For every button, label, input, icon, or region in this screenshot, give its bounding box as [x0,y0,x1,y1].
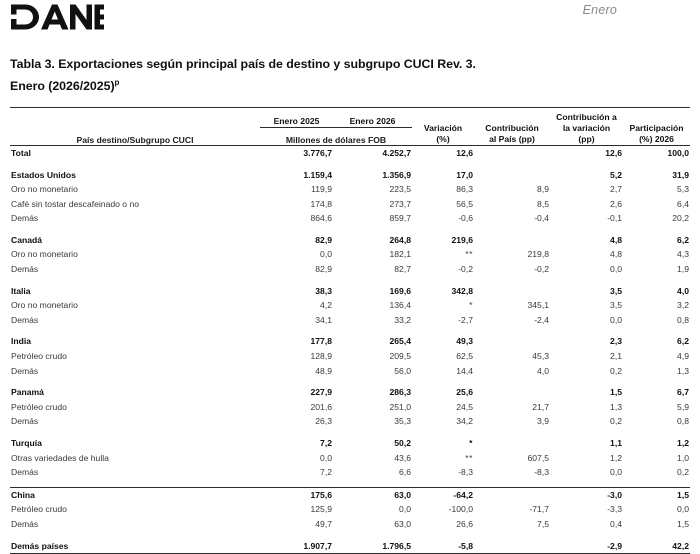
row-value-v5: 0,0 [610,264,622,275]
row-value-v4 [474,233,550,248]
row-value-v5: 1,1 [610,438,622,448]
row-value-v4: 3,9 [537,416,549,427]
row-value-v1: 119,9 [311,184,332,195]
row-label: India [11,336,32,347]
dane-logo [10,2,105,32]
page-title-line2-text: Enero (2026/2025) [10,78,115,93]
dane-logo-mark [10,2,105,32]
table-row [10,400,690,415]
row-label: Demás [11,213,39,224]
table-row [10,313,690,328]
row-value-v3: 26,6 [456,518,473,529]
col-header-contribucion-variacion-l3: (pp) [578,134,595,144]
row-value-v6: 100,0 [667,148,689,158]
col-header-units: Millones de dólares FOB [260,127,412,145]
row-value-v3: -0,6 [458,213,473,224]
row-value-v4 [474,168,550,183]
row-value-v3: 49,3 [456,336,473,347]
row-value-v2: 63,0 [394,518,411,529]
page-title [10,56,700,95]
row-value-v5: 1,2 [610,452,622,463]
row-value-v2: 136,4 [389,300,411,311]
row-value-v6: 6,7 [677,387,689,398]
row-value-v3: ** [465,249,473,260]
row-value-v1: 0,0 [320,249,332,260]
row-value-v3: 219,6 [451,234,473,245]
row-value-v4: 8,5 [537,198,549,209]
row-value-v3: -8,3 [458,467,473,478]
row-value-v2: 286,3 [389,387,411,398]
row-value-v6: 1,2 [677,438,689,448]
row-spacer [10,277,690,284]
row-value-v4 [474,334,550,349]
page-title-line1: Tabla 3. Exportaciones según principal país de destino y subgrupo CUCI Rev. 3. [10,57,476,71]
row-value-v5: 2,3 [610,336,622,347]
row-value-v2: 82,7 [394,264,411,275]
row-label: Italia [11,285,31,296]
table-row [10,436,690,451]
row-value-v1: 227,9 [310,387,332,398]
row-label: Petróleo crudo [11,504,67,515]
row-label: Oro no monetario [11,300,78,311]
row-value-v6: 31,9 [672,169,689,180]
row-value-v1: 7,2 [320,467,332,478]
row-value-v5: 0,0 [610,467,622,478]
table-row [10,334,690,349]
row-value-v1: 1.907,7 [260,539,333,554]
col-header-participacion-l2: (%) 2026 [639,134,674,144]
row-value-v5: 2,1 [610,351,622,362]
row-value-v1: 38,3 [315,285,332,296]
row-value-v2: 169,6 [389,285,411,296]
row-value-v2: 182,1 [389,249,411,260]
row-value-v6: 4,3 [677,249,689,260]
row-label: Estados Unidos [11,169,76,180]
row-value-v4: 345,1 [527,300,549,311]
row-value-v4: 219,8 [527,249,549,260]
header-month-label: Enero [582,3,617,17]
row-value-v5: -3,3 [607,504,622,515]
table-header [10,108,690,146]
row-spacer [10,429,690,436]
row-value-v2: 223,5 [389,184,411,195]
row-value-v1: 177,8 [310,336,332,347]
row-value-v1: 4,2 [320,300,332,311]
row-value-v6: 6,2 [677,336,689,347]
row-label: Demás países [10,539,260,554]
row-value-v2: 273,7 [389,198,411,209]
row-label: Demás [11,264,39,275]
row-value-v2: 6,6 [399,467,411,478]
row-label: Panamá [11,387,44,398]
row-value-v6: 5,3 [677,184,689,195]
row-label: Demás [11,416,39,427]
row-value-v1: 125,9 [310,504,332,515]
row-value-v3: 342,8 [451,285,473,296]
row-value-v5: 4,8 [610,234,622,245]
row-value-v1: 175,6 [260,487,333,502]
row-value-v6: 42,2 [623,539,690,554]
row-value-v4: 607,5 [527,452,549,463]
row-value-v2: 33,2 [394,314,411,325]
row-value-v3: -5,8 [412,539,474,554]
row-label: Petróleo crudo [11,401,67,412]
row-value-v2: 859,7 [389,213,411,224]
row-label: China [10,487,260,502]
col-header-contribucion-pais [474,108,550,145]
row-value-v2: 264,8 [389,234,411,245]
row-value-v6: 1,5 [677,518,689,529]
row-value-v3: -100,0 [448,504,473,515]
row-value-v6: 1,9 [677,264,689,275]
table-row [10,146,690,162]
row-value-v4 [474,284,550,299]
row-label: Otras variedades de hulla [11,452,109,463]
table-header-row [10,108,690,127]
row-value-v2: 265,4 [389,336,411,347]
row-value-v1: 7,2 [320,438,332,448]
row-value-v6: 4,9 [677,351,689,362]
table-row [10,211,690,226]
row-value-v2: 0,0 [399,504,411,515]
table-row [10,517,690,532]
row-value-v6: 0,0 [677,504,689,515]
row-label: Oro no monetario [11,184,78,195]
col-header-variacion [412,108,474,145]
row-value-v4 [474,385,550,400]
row-value-v5: 5,2 [610,169,622,180]
row-value-v4: 45,3 [532,351,549,362]
row-value-v4: 7,5 [537,518,549,529]
table-row [10,487,690,502]
table-row [10,451,690,466]
col-header-participacion-l1: Participación [629,123,684,133]
row-value-v5: 0,2 [610,416,622,427]
row-value-v2: 1.796,5 [333,539,412,554]
row-value-v4 [474,539,550,554]
table-row [10,298,690,313]
table-row [10,247,690,262]
row-value-v3: 25,6 [456,387,473,398]
row-value-v4 [474,436,550,451]
row-value-v6: 1,5 [623,487,690,502]
table-row [10,465,690,480]
row-label: Petróleo crudo [11,351,67,362]
row-value-v1: 174,8 [310,198,332,209]
row-value-v4: -0,2 [534,264,549,275]
table-row [10,349,690,364]
row-value-v6: 6,2 [677,234,689,245]
row-spacer [10,378,690,385]
row-value-v5: -3,0 [550,487,623,502]
row-value-v2: 63,0 [333,487,412,502]
row-value-v2: 209,5 [389,351,411,362]
row-value-v5: 1,3 [610,401,622,412]
page-header [0,0,700,40]
row-value-v5: -2,9 [550,539,623,554]
row-value-v2: 43,6 [394,452,411,463]
row-value-v1: 34,1 [315,314,332,325]
row-label: Turquía [11,438,42,448]
row-value-v3: -0,2 [458,264,473,275]
row-value-v6: 1,3 [677,365,689,376]
row-value-v3: 34,2 [456,416,473,427]
col-header-contribucion-pais-l2: al País (pp) [489,134,535,144]
row-value-v3: 86,3 [456,184,473,195]
row-value-v1: 48,9 [315,365,332,376]
row-value-v3: * [469,438,473,448]
row-value-v4: 21,7 [532,401,549,412]
row-value-v2: 4.252,7 [382,148,411,158]
row-value-v3: -64,2 [412,487,474,502]
row-value-v5: 0,2 [610,365,622,376]
table-row [10,364,690,379]
table-row [10,197,690,212]
row-value-v5: 1,5 [610,387,622,398]
row-value-v5: 2,7 [610,184,622,195]
row-value-v6: 0,8 [677,314,689,325]
row-label: Canadá [11,234,43,245]
row-spacer [10,327,690,334]
row-value-v3: 62,5 [456,351,473,362]
row-value-v5: 12,6 [605,148,622,158]
row-value-v1: 82,9 [315,234,332,245]
col-header-contribucion-variacion-l1: Contribución a [556,112,617,122]
row-value-v6: 0,8 [677,416,689,427]
row-value-v6: 3,2 [677,300,689,311]
col-header-contribucion-variacion [550,108,623,145]
row-value-v1: 3.776,7 [303,148,332,158]
col-header-country-subgroup: País destino/Subgrupo CUCI [76,135,194,145]
row-value-v6: 20,2 [672,213,689,224]
row-value-v1: 1.159,4 [303,169,332,180]
row-value-v3: * [469,300,473,311]
row-value-v4: 4,0 [537,365,549,376]
row-value-v3: 12,6 [456,148,473,158]
row-label: Café sin tostar descafeinado o no [11,198,140,209]
exports-table [10,107,690,554]
row-value-v3: 17,0 [456,169,473,180]
row-value-v2: 56,0 [394,365,411,376]
row-value-v2: 1.356,9 [382,169,411,180]
row-value-v1: 82,9 [315,264,332,275]
col-header-participacion [623,108,690,145]
col-header-variacion-l2: (%) [436,134,450,144]
row-label: Demás [11,467,39,478]
row-value-v4: -71,7 [529,504,549,515]
table-row [10,414,690,429]
row-value-v5: -0,1 [607,213,622,224]
row-value-v4: -2,4 [534,314,549,325]
row-label: Demás [11,365,39,376]
table-row [10,262,690,277]
row-value-v3: 24,5 [456,401,473,412]
row-value-v1: 49,7 [315,518,332,529]
row-label: Demás [11,518,39,529]
col-header-contribucion-pais-l1: Contribución [485,123,539,133]
row-value-v3: 56,5 [456,198,473,209]
table-container [10,107,690,554]
row-value-v1: 0,0 [320,452,332,463]
row-label: Oro no monetario [11,249,78,260]
table-row [10,182,690,197]
row-value-v6: 5,9 [677,401,689,412]
table-row [10,539,690,554]
row-value-v5: 4,8 [610,249,622,260]
row-value-v5: 3,5 [610,300,622,311]
col-header-enero-2026: Enero 2026 [349,115,396,126]
row-value-v3: 14,4 [456,365,473,376]
table-row [10,284,690,299]
table-row [10,168,690,183]
row-value-v5: 0,4 [610,518,622,529]
row-value-v1: 864,6 [310,213,332,224]
row-value-v4: 8,9 [537,184,549,195]
page-title-line2 [10,74,700,96]
row-value-v5: 2,6 [610,198,622,209]
row-value-v4: -0,4 [534,213,549,224]
table-row [10,233,690,248]
row-value-v2: 251,0 [389,401,411,412]
row-value-v4 [474,487,550,502]
row-spacer [10,532,690,539]
col-header-contribucion-variacion-l2: la variación [562,123,611,133]
col-header-enero-2025: Enero 2025 [273,115,320,126]
row-value-v6: 0,2 [677,467,689,478]
row-label: Total [11,148,31,158]
row-value-v6: 4,0 [677,285,689,296]
row-value-v4: -8,3 [534,467,549,478]
row-value-v3: ** [465,452,473,463]
row-value-v2: 35,3 [394,416,411,427]
row-value-v2: 50,2 [394,438,411,448]
row-value-v3: -2,7 [458,314,473,325]
row-label: Demás [11,314,39,325]
row-spacer [10,480,690,488]
page-title-superscript: p [114,77,120,87]
row-spacer [10,226,690,233]
row-value-v4 [474,146,550,162]
row-value-v1: 128,9 [310,351,332,362]
row-value-v6: 1,0 [677,452,689,463]
row-value-v5: 0,0 [610,314,622,325]
col-header-variacion-l1: Variación [423,123,463,133]
row-value-v1: 201,6 [310,401,332,412]
table-row [10,385,690,400]
row-value-v1: 26,3 [315,416,332,427]
row-value-v5: 3,5 [610,285,622,296]
table-body [10,146,690,554]
row-value-v6: 6,4 [677,198,689,209]
